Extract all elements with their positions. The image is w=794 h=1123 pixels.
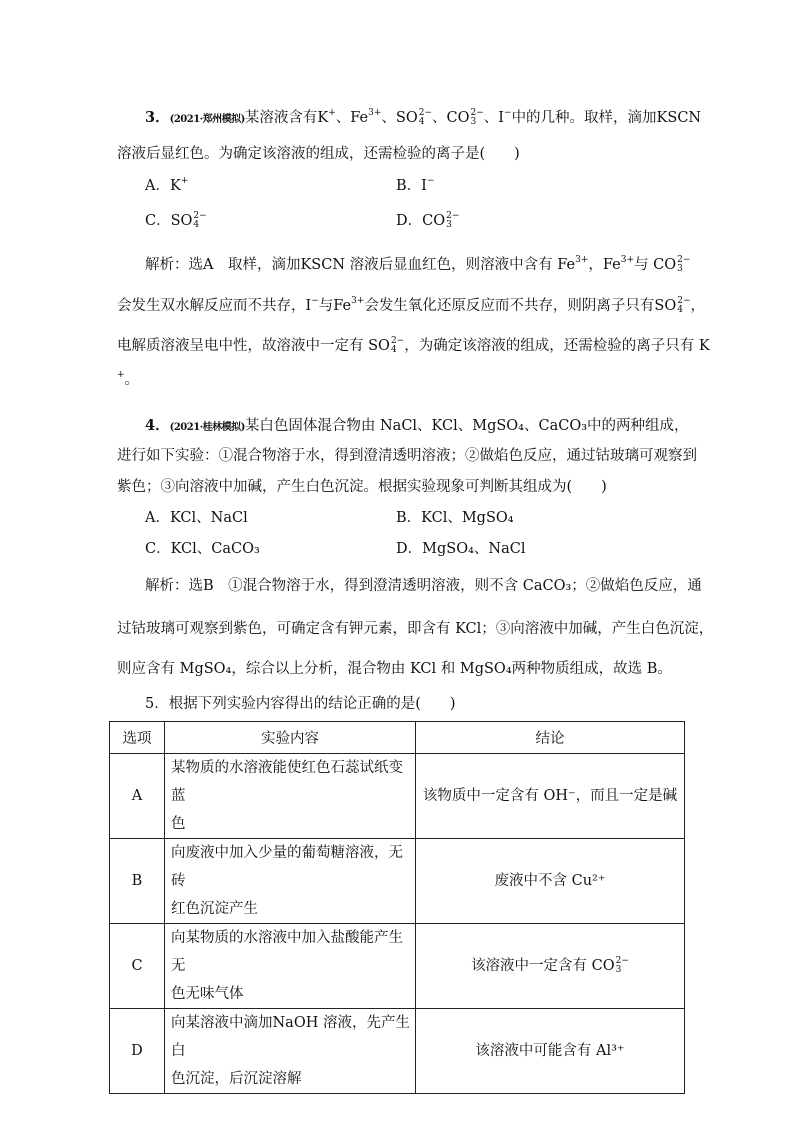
- row-content: 向某物质的水溶液中加入盐酸能产生无 色无味气体: [165, 924, 416, 1009]
- header-option: 选项: [110, 722, 165, 754]
- q3-number: 3．: [145, 109, 170, 126]
- row-conclusion: 该物质中一定含有 OH⁻，而且一定是碱: [416, 754, 685, 839]
- q4-stem-line2: 进行如下实验：①混合物溶于水，得到澄清透明溶液；②做焰色反应，通过钴玻璃可观察到: [117, 448, 697, 464]
- q4-stem-line3: 紫色；③向溶液中加碱，产生白色沉淀。根据实验现象可判断其组成为( ): [117, 479, 607, 495]
- q3-option-c: C．SO 2− 4: [145, 211, 207, 230]
- q4-stem-line1: 4．(2021·桂林模拟)某白色固体混合物由 NaCl、KCl、MgSO₄、CaCO₃中的两种组成，: [145, 417, 689, 434]
- row-content: 向某溶液中滴加NaOH 溶液，先产生白 色沉淀，后沉淀溶解: [165, 1009, 416, 1094]
- q4-option-c: C．KCl、CaCO₃: [145, 541, 260, 557]
- q4-number: 4．: [145, 417, 170, 434]
- q3-option-d: D．CO 2− 3: [396, 211, 460, 230]
- q3-option-a: A．K+: [145, 176, 189, 194]
- q3-analysis-line2: 会发生双水解反应而不共存，I−与$Fe^{3+}$会发生氧化还原反应而不共存，则阴离子只有SO 2− 4 ，: [117, 296, 706, 315]
- table-row: [110, 839, 685, 924]
- q3-option-b: B．I−: [396, 176, 435, 194]
- row-content: 某物质的水溶液能使红色石蕊试纸变蓝 色: [165, 754, 416, 839]
- q5-table: [109, 721, 685, 1094]
- row-option: D: [110, 1009, 165, 1094]
- row-conclusion: 该溶液中一定含有 CO 2− 3: [416, 924, 685, 1009]
- q3-analysis-line1: 解析：选A 取样，滴加KSCN 溶液后显血红色，则溶液中含有 $Fe^{3+}$，$Fe^{3+}$与 CO 2− 3: [145, 255, 691, 274]
- table-row: [110, 754, 685, 839]
- q5-stem: 5．根据下列实验内容得出的结论正确的是( ): [145, 696, 456, 712]
- q3-stem-line2: 溶液后显红色。为确定该溶液的组成，还需检验的离子是( ): [117, 146, 520, 162]
- header-content: 实验内容: [165, 722, 416, 754]
- row-option: C: [110, 924, 165, 1009]
- row-conclusion: 该溶液中可能含有 Al³⁺: [416, 1009, 685, 1094]
- q3-stem-line1: 3．(2021·郑州模拟)某溶液含有K+、$Fe^{3+}$、SO 2− 4 、CO 2− 3 、I−中的几种。取样，滴加KSCN: [145, 108, 702, 127]
- row-option: A: [110, 754, 165, 839]
- q3-source: (2021·郑州模拟): [169, 114, 245, 125]
- q4-analysis-line3: 则应含有 MgSO₄，综合以上分析，混合物由 KCl 和 MgSO₄两种物质组成，故选 B。: [117, 661, 672, 677]
- table-row: [110, 924, 685, 1009]
- row-option: B: [110, 839, 165, 924]
- q4-option-a: A．KCl、NaCl: [145, 510, 248, 526]
- header-conclusion: 结论: [416, 722, 685, 754]
- so4-ion: 2− 4: [418, 108, 433, 127]
- table-row: [110, 1009, 685, 1094]
- q4-source: (2021·桂林模拟): [169, 422, 245, 433]
- q3-analysis-line3: 电解质溶液呈电中性，故溶液中一定有 SO 2− 4 ，为确定该溶液的组成，还需检验的离子只有 K: [117, 336, 710, 355]
- q4-analysis-line1: 解析：选B ①混合物溶于水，得到澄清透明溶液，则不含 CaCO₃；②做焰色反应，通: [145, 578, 702, 594]
- q4-option-b: B．KCl、MgSO₄: [396, 510, 514, 526]
- q3-analysis-line4: +。: [117, 370, 140, 388]
- row-conclusion: 废液中不含 Cu²⁺: [416, 839, 685, 924]
- row-content: 向废液中加入少量的葡萄糖溶液，无砖 红色沉淀产生: [165, 839, 416, 924]
- table-header-row: [110, 722, 685, 754]
- co3-ion: 2− 3: [470, 108, 484, 127]
- q4-option-d: D．MgSO₄、NaCl: [396, 541, 526, 557]
- q4-analysis-line2: 过钴玻璃可观察到紫色，可确定含有钾元素，即含有 KCl；③向溶液中加碱，产生白色沉淀，: [117, 621, 714, 637]
